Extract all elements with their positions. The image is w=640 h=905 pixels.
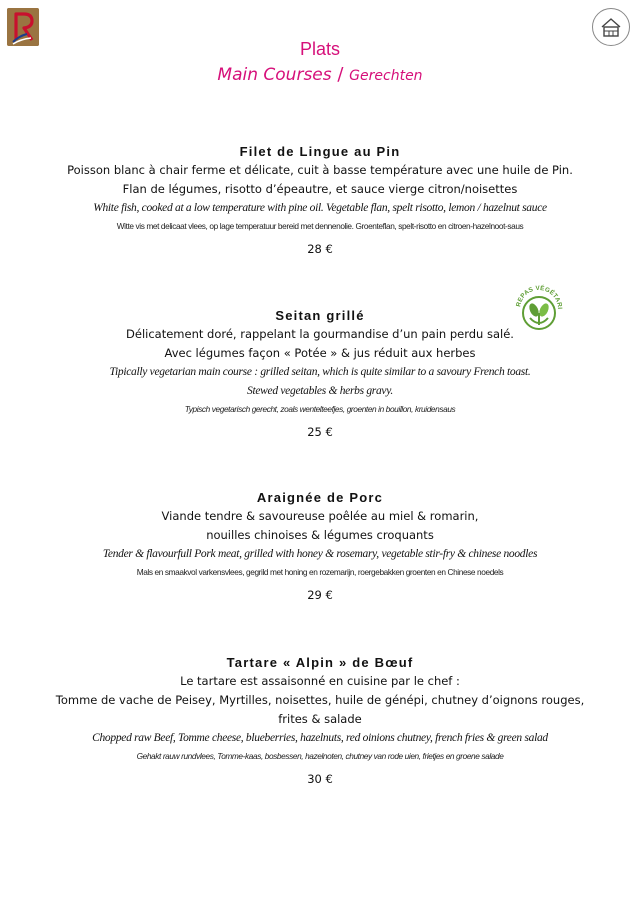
dish-item [0,307,640,441]
dish-name: Araignée de Porc [256,490,384,505]
dish-price: 28 € [307,242,333,256]
page-subtitle [0,64,640,87]
dish-description-en: Stewed vegetables & herbs gravy. [247,385,393,397]
dish-description-fr: Le tartare est assaisonné en cuisine par le chef : [180,674,460,688]
dish-description-en: Tipically vegetarian main course : grilled seitan, which is quite similar to a savoury French toast. [109,366,531,378]
dish-item [0,654,640,788]
dish-description-fr: Délicatement doré, rappelant la gourmandise d’un pain perdu salé. [126,327,514,341]
dish-description-en: Chopped raw Beef, Tomme cheese, blueberries, hazelnuts, red oinions chutney, french fries & green salad [92,732,548,744]
dish-description-fr: nouilles chinoises & légumes croquants [206,528,434,542]
dish-description-nl: Mals en smaakvol varkensvlees, gegrild met honing en rozemarijn, roergebakken groenten en Chinese noedels [136,567,504,577]
dish-name: Filet de Lingue au Pin [239,144,401,159]
menu-header [0,38,640,87]
dish-item [0,489,640,604]
dish-item [0,143,640,258]
dish-description-nl: Gehakt rauw rundvlees, Tomme-kaas, bosbessen, hazelnoten, chutney van rode uien, frietjes en groene salade [136,751,504,761]
dish-description-fr: Avec légumes façon « Potée » & jus réduit aux herbes [164,346,476,360]
dish-description-en: Tender & flavourfull Pork meat, grilled with honey & rosemary, vegetable stir-fry & chinese noodles [102,548,538,560]
dish-price: 30 € [307,772,333,786]
dish-description-nl: Witte vis met delicaat vlees, op lage temperatuur bereid met dennenolie. Groenteflan, spelt-risotto en citroen-hazelnoot-saus [116,221,524,231]
subtitle-main: Main Courses [217,65,332,85]
dish-description-fr: Poisson blanc à chair ferme et délicate, cuit à basse température avec une huile de Pin. [67,163,573,177]
dish-name: Seitan grillé [275,308,365,323]
dish-price: 25 € [307,425,333,439]
dish-description-en: White fish, cooked at a low temperature with pine oil. Vegetable flan, spelt risotto, lemon / hazelnut sauce [93,202,547,214]
dish-description-nl: Typisch vegetarisch gerecht, zoals wentelteefjes, groenten in bouillon, kruidensaus [184,404,456,414]
svg-text:REPAS VÉGÉTARIEN: REPAS VÉGÉTARI [515,284,564,310]
subtitle-secondary: Gerechten [349,68,423,84]
dish-description-fr: Tomme de vache de Peisey, Myrtilles, noisettes, huile de génépi, chutney d’oignons rouges, [55,693,585,707]
dish-description-fr: frites & salade [278,712,362,726]
subtitle-separator: / [337,64,344,85]
dish-name: Tartare « Alpin » de Bœuf [226,655,414,670]
dish-description-fr: Viande tendre & savoureuse poêlée au miel & romarin, [161,509,479,523]
dish-price: 29 € [307,588,333,602]
page-title: Plats [299,39,341,59]
dish-description-fr: Flan de légumes, risotto d’épeautre, et sauce vierge citron/noisettes [122,182,518,196]
